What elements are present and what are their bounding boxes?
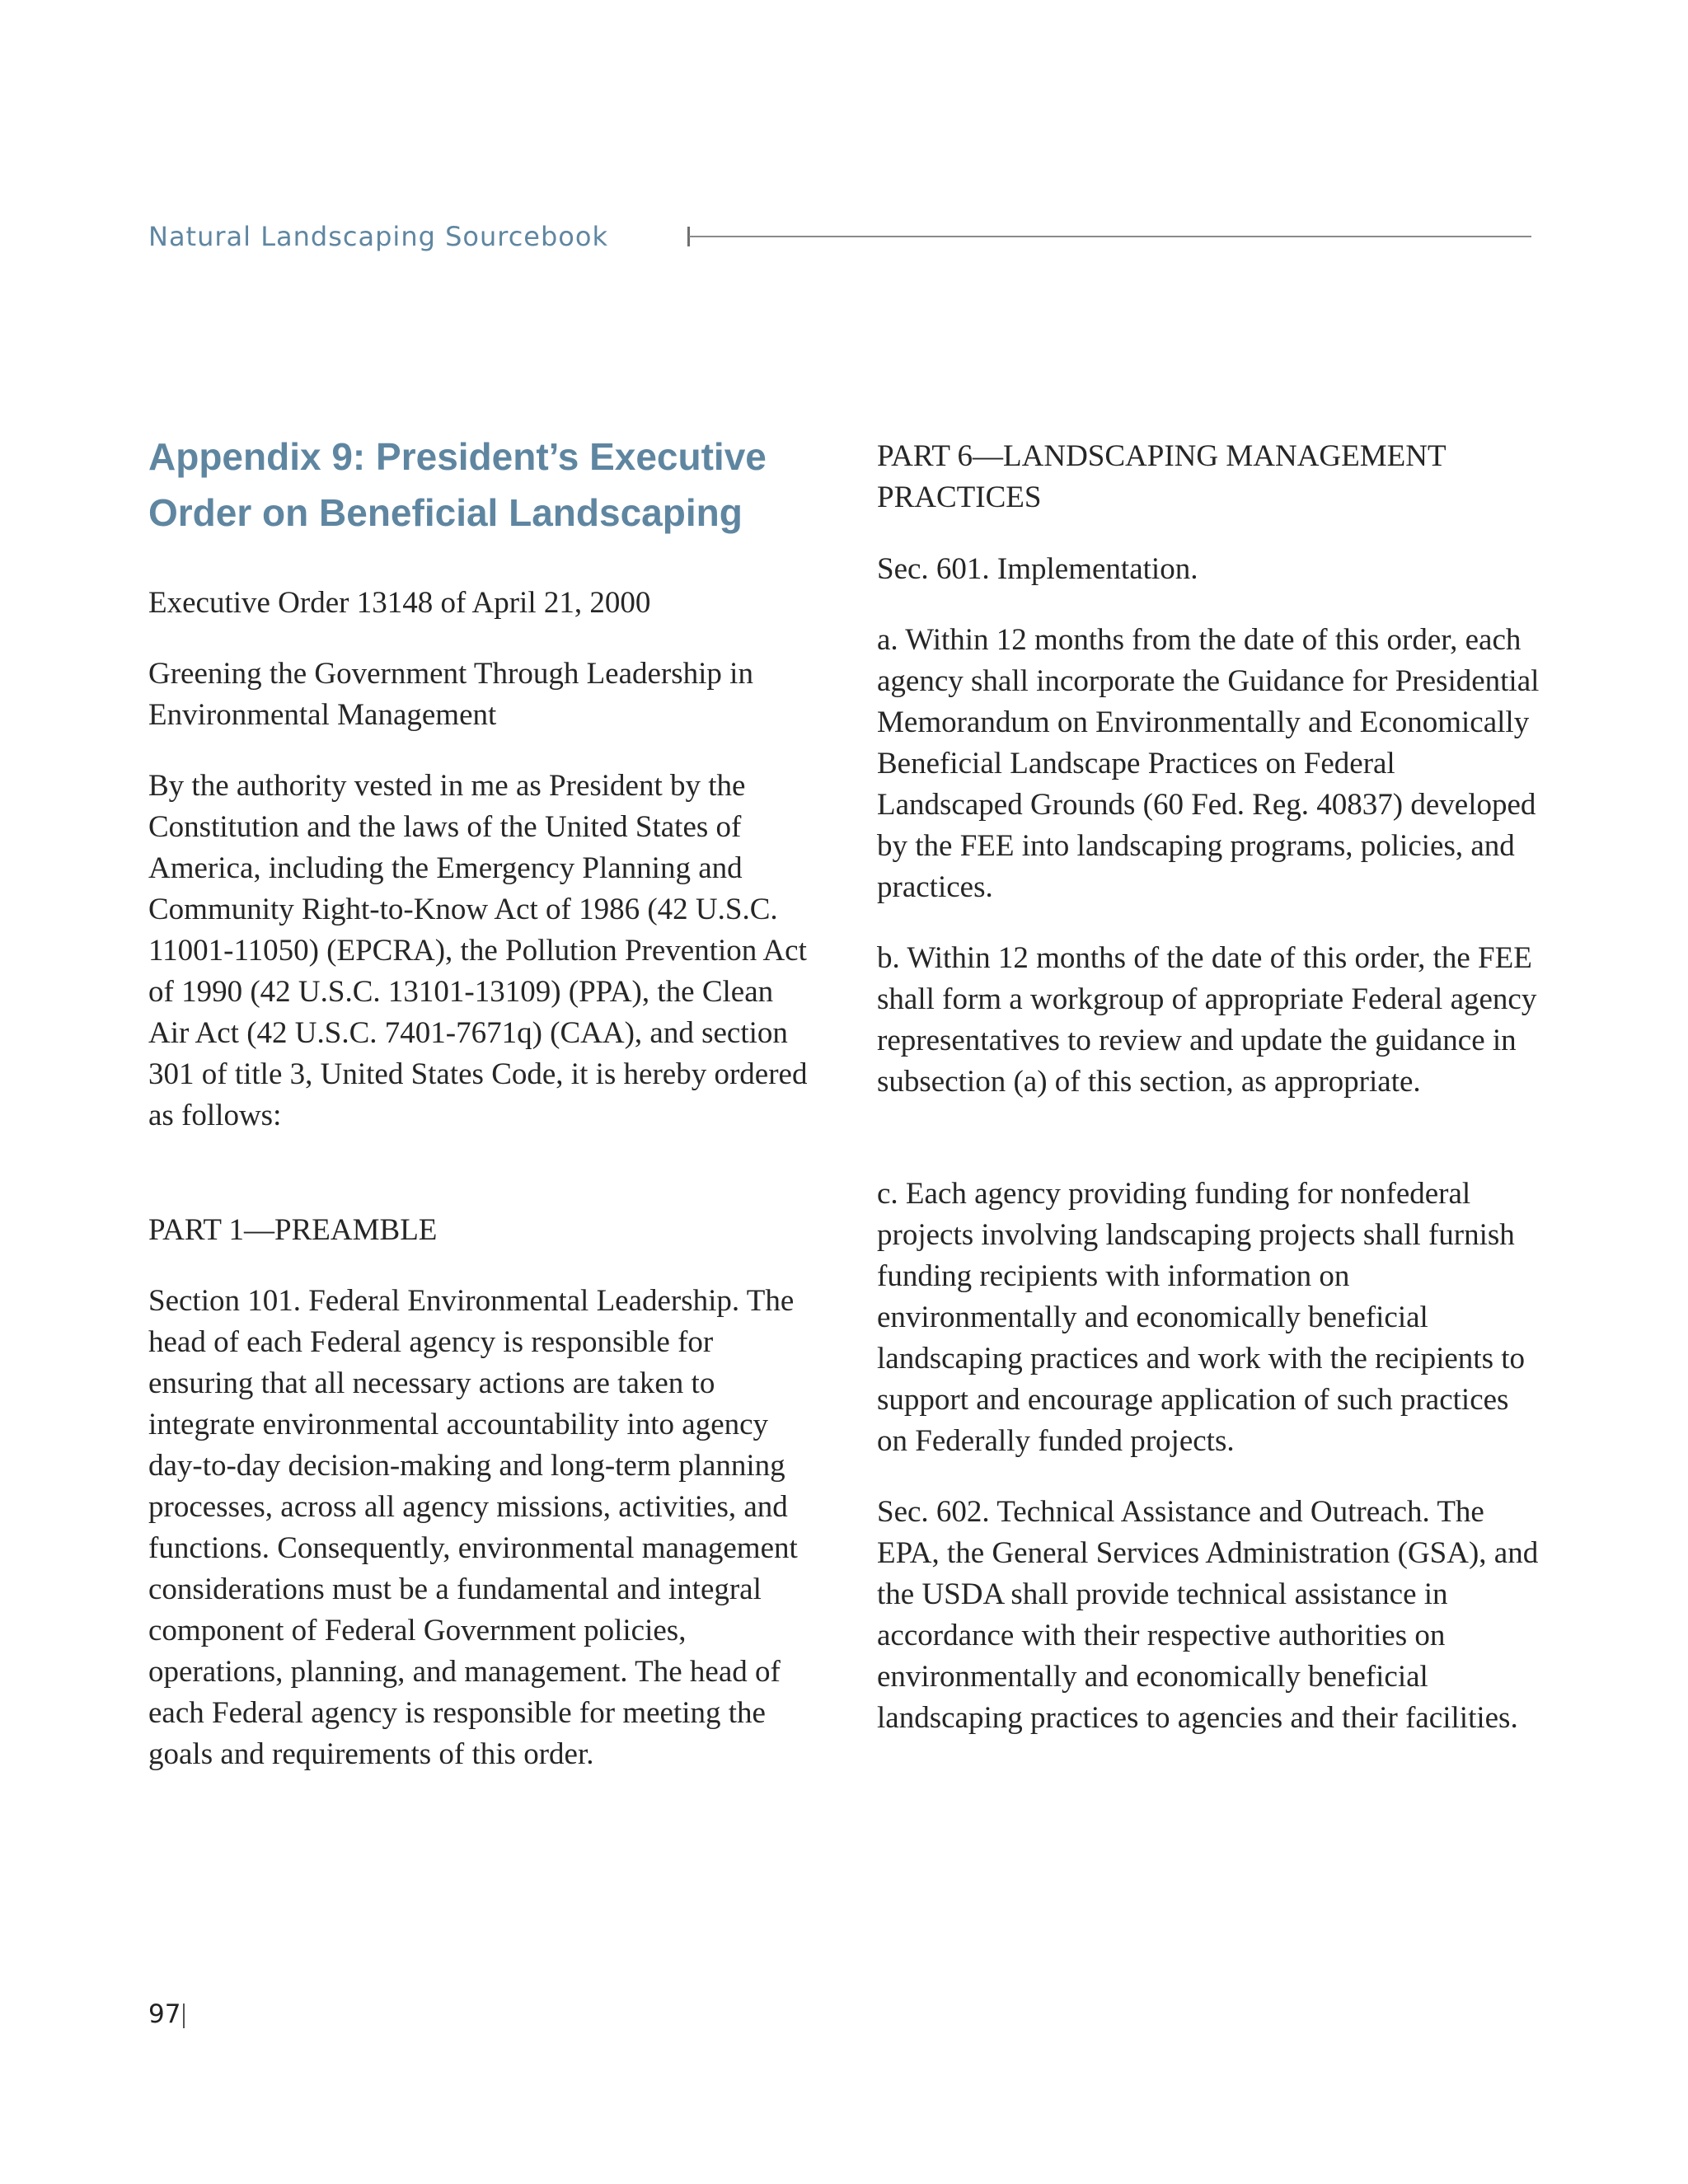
- order-number-paragraph: Executive Order 13148 of April 21, 2000: [148, 586, 651, 620]
- authority-paragraph: By the authority vested in me as President by the Constitution and the laws of the United States of America, including the Emergency Planning and Community Right-to-Know Act of 1986 (42 U.S.C. 11001-11050) (EPCRA), the Pollution Prevention Act of 1990 (42 U.S.C. 13101-13109) (PPA), the Clean Air Act (42 U.S.C. 7401-7671q) (CAA), and section 301 of title 3, United States Code, it is hereby ordered as follows:: [148, 769, 808, 1132]
- title-line-1: Appendix 9: President’s Executive: [148, 435, 767, 478]
- page-number-bar: [183, 2004, 185, 2028]
- section-101-paragraph: Section 101. Federal Environmental Leadership. The head of each Federal agency is responsible for ensuring that all necessary actions are taken to integrate environmental accountability into agency day-to-day decision-making and long-term planning processes, across all agency missions, activities, and functions. Consequently, environmental management considerations must be a fundamental and integral component of Federal Government policies, operations, planning, and management. The head of each Federal agency is responsible for meeting the goals and requirements of this order.: [148, 1284, 798, 1771]
- title-line-2: Order on Beneficial Landscaping: [148, 491, 743, 534]
- part-1-heading: PART 1—PREAMBLE: [148, 1213, 438, 1247]
- sec-601-c-paragraph: c. Each agency providing funding for nonfederal projects involving landscaping projects shall furnish funding recipients with information on environmentally and economically beneficial landscaping practices and work with the recipients to support and encourage application of such practices on Federally funded projects.: [877, 1177, 1525, 1458]
- page-title: [148, 429, 808, 541]
- sec-601-heading: Sec. 601. Implementation.: [877, 552, 1198, 586]
- sec-601-b-paragraph: b. Within 12 months of the date of this order, the FEE shall form a workgroup of appropriate Federal agency representatives to review and update the guidance in subsection (a) of this section, as appropriate.: [877, 941, 1537, 1099]
- header-rule: [689, 236, 1531, 237]
- part-6-heading: PART 6—LANDSCAPING MANAGEMENT PRACTICES: [877, 439, 1446, 514]
- page-number: 97: [148, 1999, 181, 2029]
- sec-602-paragraph: Sec. 602. Technical Assistance and Outreach. The EPA, the General Services Administration (GSA), and the USDA shall provide technical assistance in accordance with their respective authorities on environmentally and economically beneficial landscaping practices to agencies and their facilities.: [877, 1495, 1539, 1735]
- running-head: Natural Landscaping Sourcebook: [148, 221, 608, 252]
- order-subtitle-paragraph: Greening the Government Through Leadership in Environmental Management: [148, 657, 753, 732]
- sec-601-a-paragraph: a. Within 12 months from the date of this order, each agency shall incorporate the Guidance for Presidential Memorandum on Environmentally and Economically Beneficial Landscape Practices on Federal Landscaped Grounds (60 Fed. Reg. 40837) developed by the FEE into landscaping programs, policies, and practices.: [877, 623, 1540, 904]
